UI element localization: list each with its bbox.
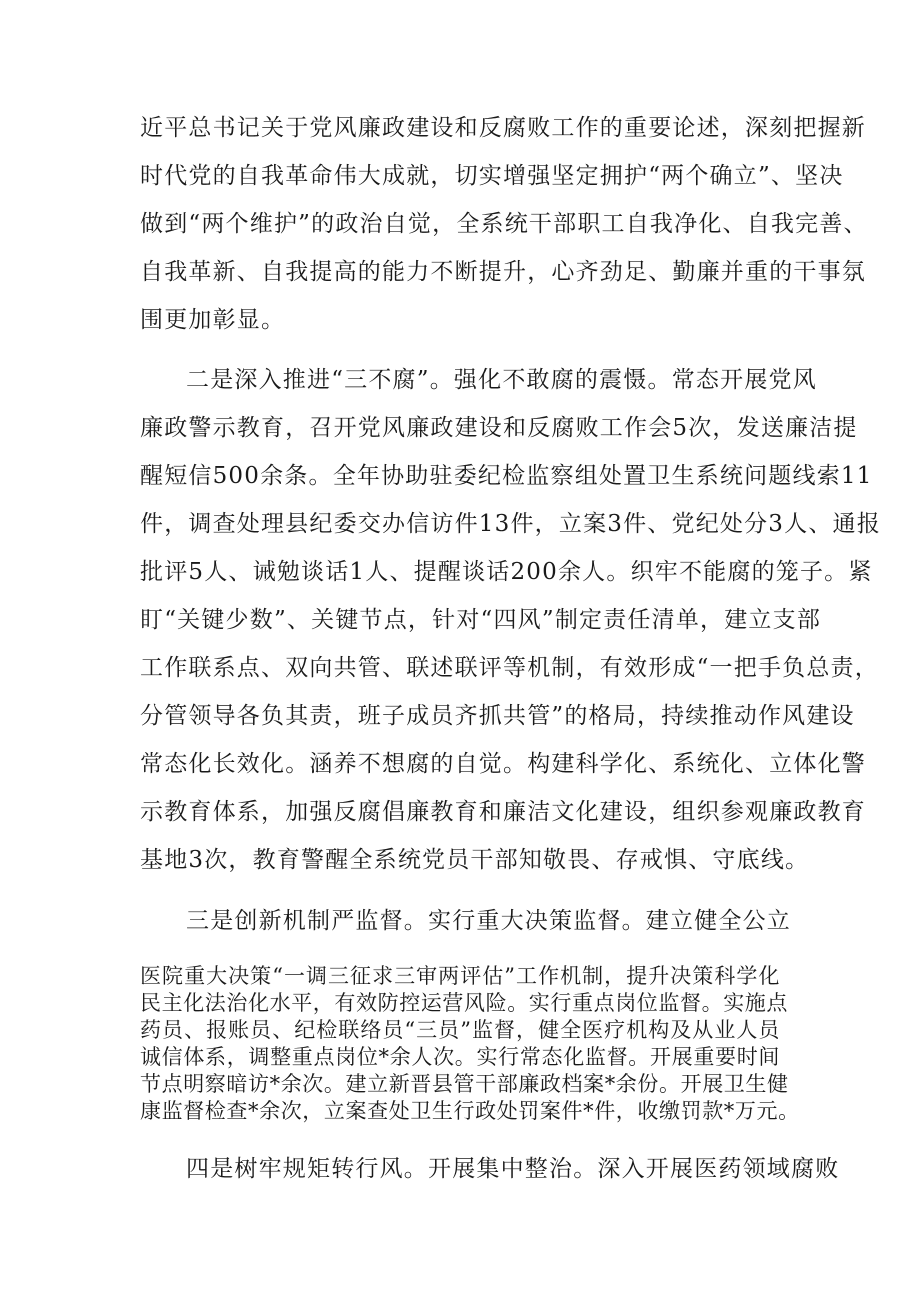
text-line: 示教育体系，加强反腐倡廉教育和廉洁文化建设，组织参观廉政教育: [140, 799, 866, 825]
text-line: 醒短信500余条。全年协助驻委纪检监察组处置卫生系统问题线索11: [140, 463, 873, 489]
text-line: 做到“两个维护”的政治自觉，全系统干部职工自我净化、自我完善、: [140, 211, 868, 237]
text-line: 基地3次，教育警醒全系统党员干部知敬畏、存戒惧、守底线。: [140, 847, 810, 873]
text-line: 围更加彰显。: [140, 307, 286, 333]
text-line: 药员、报账员、纪检联络员“三员”监督，健全医疗机构及从业人员: [140, 1018, 780, 1042]
text-line: 工作联系点、双向共管、联述联评等机制，有效形成“一把手负总责，: [140, 655, 879, 681]
text-line: 民主化法治化水平，有效防控运营风险。实行重点岗位监督。实施点: [140, 991, 788, 1015]
text-line: 自我革新、自我提高的能力不断提升，心齐劲足、勤廉并重的干事氛: [140, 259, 866, 285]
text-line: 常态化长效化。涵养不想腐的自觉。构建科学化、系统化、立体化警: [140, 751, 866, 777]
text-line: 近平总书记关于党风廉政建设和反腐败工作的重要论述，深刻把握新: [140, 115, 866, 141]
text-line: 件，调查处理县纪委交办信访件13件，立案3件、党纪处分3人、通报: [140, 511, 881, 537]
text-line: 节点明察暗访*余次。建立新晋县管干部廉政档案*余份。开展卫生健: [140, 1072, 789, 1096]
text-line: 批评5人、诫勉谈话1人、提醒谈话200余人。织牢不能腐的笼子。紧: [140, 559, 873, 585]
text-line: 廉政警示教育，召开党风廉政建设和反腐败工作会5次，发送廉洁提: [140, 415, 858, 441]
text-line: 康监督检查*余次，立案查处卫生行政处罚案件*件，收缴罚款*万元。: [140, 1099, 800, 1123]
text-line: 时代党的自我革命伟大成就，切实增强坚定拥护“两个确立”、坚决: [140, 163, 844, 189]
text-line: 盯“关键少数”、关键节点，针对“四风”制定责任清单，建立支部: [140, 607, 822, 633]
paragraph-lead: 三是创新机制严监督。实行重大决策监督。建立健全公立: [186, 908, 791, 934]
paragraph-lead: 四是树牢规矩转行风。开展集中整治。深入开展医药领域腐败: [186, 1156, 840, 1182]
text-line: 医院重大决策“一调三征求三审两评估”工作机制，提升决策科学化: [140, 964, 780, 988]
text-line: 诚信体系，调整重点岗位*余人次。实行常态化监督。开展重要时间: [140, 1045, 780, 1069]
paragraph-lead: 二是深入推进“三不腐”。强化不敢腐的震慑。常态开展党风: [186, 367, 817, 393]
text-line: 分管领导各负其责，班子成员齐抓共管”的格局，持续推动作风建设: [140, 703, 855, 729]
